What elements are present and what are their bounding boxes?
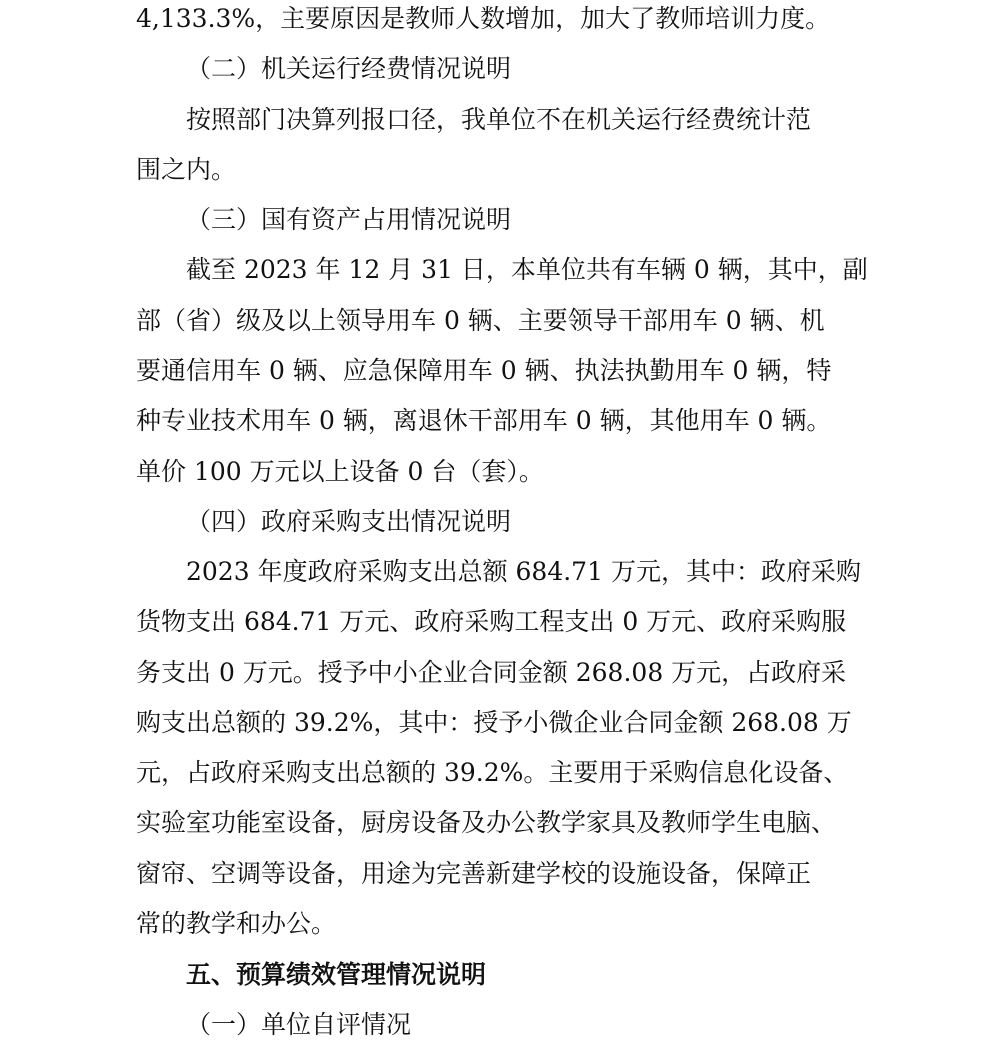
- text-line: 围之内。: [136, 155, 237, 184]
- text-line: 种专业技术用车 0 辆，离退休干部用车 0 辆，其他用车 0 辆。: [136, 406, 832, 435]
- text-line: 2023 年度政府采购支出总额 684.71 万元，其中：政府采购: [186, 557, 861, 586]
- text-line: 元，占政府采购支出总额的 39.2%。主要用于采购信息化设备、: [136, 758, 849, 787]
- main-heading: 五、预算绩效管理情况说明: [186, 960, 487, 989]
- text-line: 部（省）级及以上领导用车 0 辆、主要领导干部用车 0 辆、机: [136, 306, 825, 335]
- section-heading: （三）国有资产占用情况说明: [186, 205, 512, 234]
- text-line: 货物支出 684.71 万元、政府采购工程支出 0 万元、政府采购服: [136, 607, 847, 636]
- section-heading: （二）机关运行经费情况说明: [186, 54, 512, 83]
- text-line: 按照部门决算列报口径，我单位不在机关运行经费统计范: [186, 105, 812, 134]
- text-line: 要通信用车 0 辆、应急保障用车 0 辆、执法执勤用车 0 辆，特: [136, 356, 832, 385]
- section-heading: （四）政府采购支出情况说明: [186, 507, 512, 536]
- text-line: 实验室功能室设备，厨房设备及办公教学家具及教师学生电脑、: [136, 808, 837, 837]
- text-line: 截至 2023 年 12 月 31 日，本单位共有车辆 0 辆，其中，副: [186, 255, 868, 284]
- text-line: 购支出总额的 39.2%，其中：授予小微企业合同金额 268.08 万: [136, 708, 852, 737]
- section-heading: （一）单位自评情况: [186, 1010, 412, 1039]
- text-line: 窗帘、空调等设备，用途为完善新建学校的设施设备，保障正: [136, 859, 812, 888]
- text-line: 4,133.3%，主要原因是教师人数增加，加大了教师培训力度。: [136, 4, 831, 33]
- text-line: 务支出 0 万元。授予中小企业合同金额 268.08 万元，占政府采: [136, 658, 847, 687]
- text-line: 常的教学和办公。: [136, 909, 337, 938]
- text-line: 单价 100 万元以上设备 0 台（套）。: [136, 457, 544, 486]
